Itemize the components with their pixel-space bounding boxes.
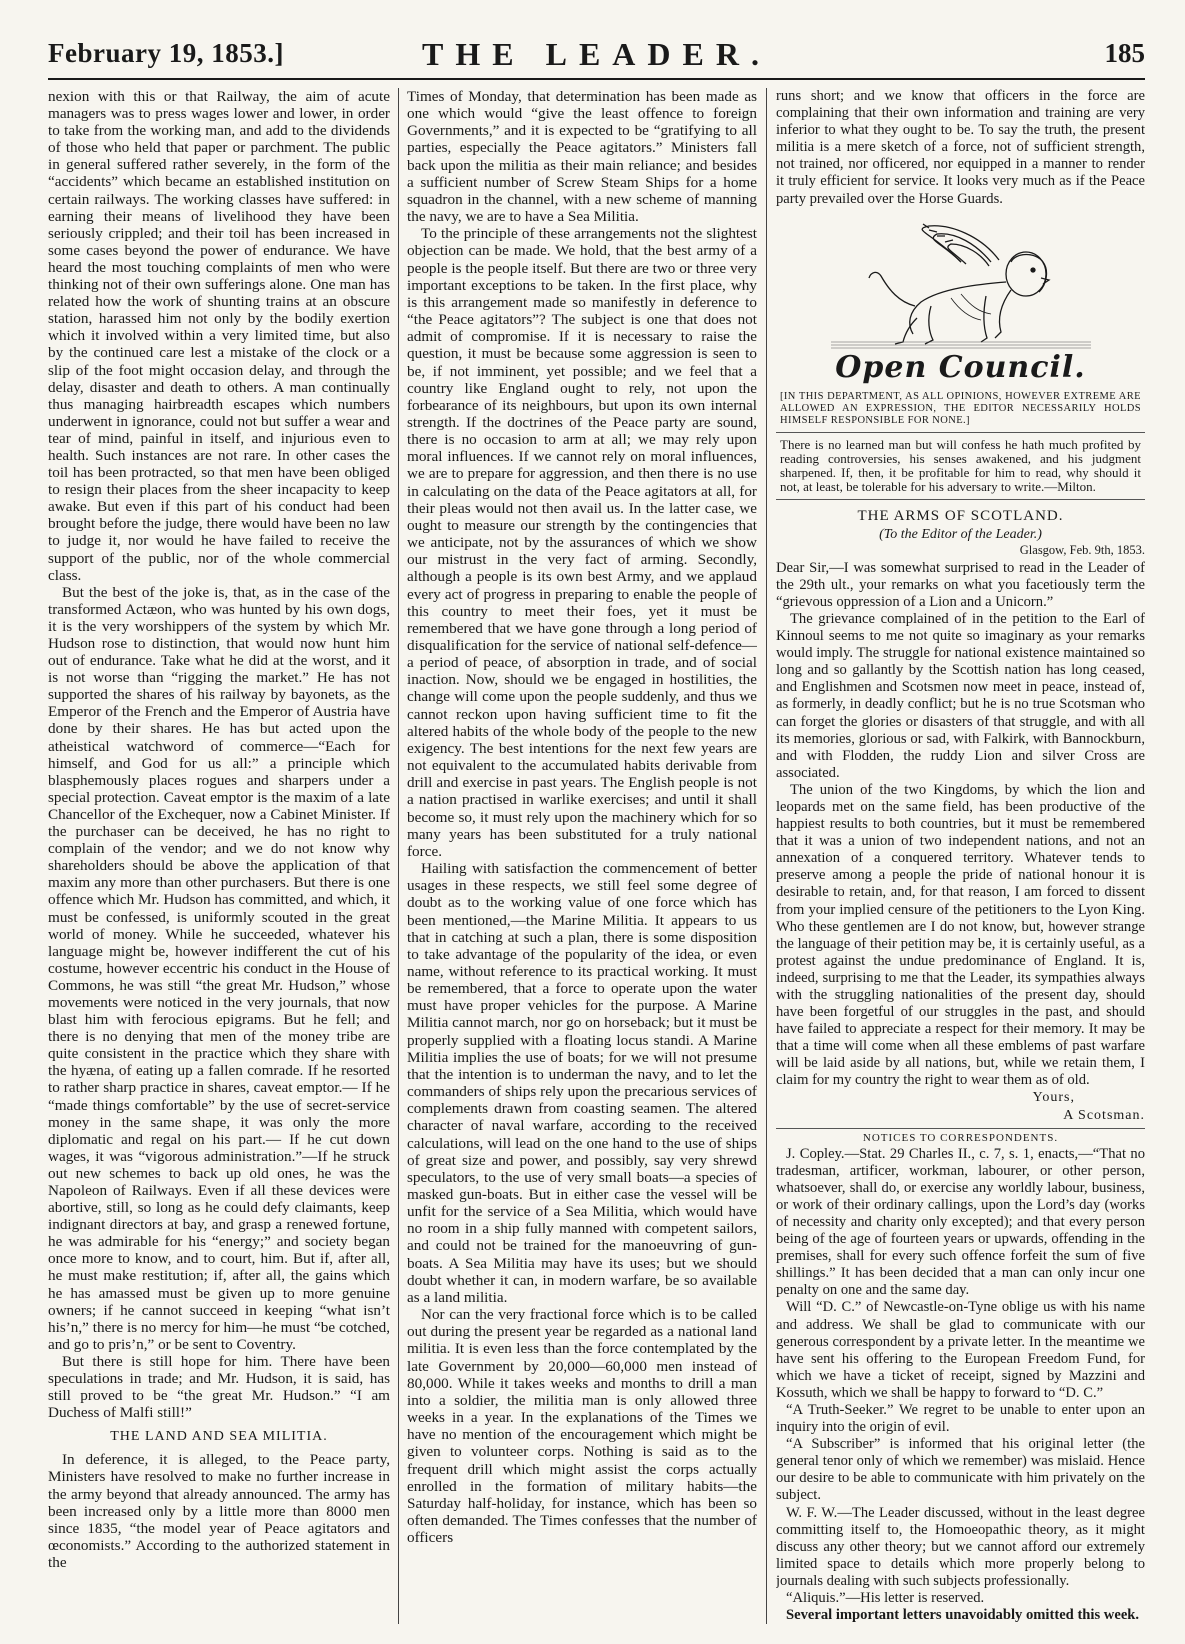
- col2-paragraph: Nor can the very fractional force which is to be called out during the present year be regarded as a national land militia. It is even less than the force contemplated by the late Government by 20,000—60,000 men instead of 80,000. While it takes weeks and months to drill a man into a soldier, the militia man is only allowed three weeks in a year. In the explanations of the Times we have no mention of the encouragement which might be given to volunteer corps. Nothing is said as to the frequent drill which might assist the corps actually enrolled in the formation of military habits—the Saturday half-holiday, for instance, which has been so often demanded. The Times confesses that the number of officers: [407, 1306, 757, 1547]
- editor-disclaimer: [IN THIS DEPARTMENT, AS ALL OPINIONS, HOWEVER EXTREME ARE ALLOWED AN EXPRESSION, THE EDITOR NECESSARILY HOLDS HIMSELF RESPONSIBLE FOR NONE.]: [776, 391, 1145, 433]
- column-rule: [766, 88, 767, 1624]
- col3-paragraph: runs short; and we know that officers in the force are complaining that their own information and training are very inferior to what they ought to be. To say the truth, the present militia is a mere sketch of a force, not of sufficient strength, not trained, nor officered, nor equipped in a manner to render it truly efficient for service. It looks very much as if the Peace party prevailed over the Horse Guards.: [776, 88, 1145, 207]
- page-header: [48, 34, 1145, 80]
- col1-paragraph: In deference, it is alleged, to the Peace party, Ministers have resolved to make no further increase in the army beyond that already announced. The army has been increased only by a little more than 8000 men since 1835, “the model year of Peace agitators and œconomists.” According to the authorized statement in the: [48, 1451, 390, 1571]
- section-title-open-council: Open Council.: [835, 349, 1086, 385]
- page-number: 185: [1104, 38, 1145, 68]
- milton-motto: There is no learned man but will confess he hath much profited by reading controversies, his senses awakened, and his judgment sharpened. If, then, it be profitable for him to read, why should it not, at least, be tolerable for his adversary to write.—Milton.: [780, 436, 1141, 494]
- col2-paragraph: Times of Monday, that determination has been made as one which would “give the least offence to foreign Governments,” and it is expected to be “gratifying to all parties, especially the Peace agitators.” Ministers fall back upon the militia as their main reliance; and besides a sufficient number of Screw Steam Ships for a home squadron in the channel, with a new scheme of manning the navy, we are to have a Sea Militia.: [407, 88, 757, 226]
- letter-signature: A Scotsman.: [1063, 1107, 1145, 1123]
- issue-date: February 19, 1853.]: [48, 38, 284, 68]
- article-dateline: Glasgow, Feb. 9th, 1853.: [1019, 542, 1145, 557]
- col1-paragraph: But there is still hope for him. There have been speculations in trade; and Mr. Hudson, it is said, has still proved to be “the great Mr. Hudson.” “I am Duchess of Malfi still!”: [48, 1352, 390, 1422]
- notice-item: “A Subscriber” is informed that his original letter (the general tenor only of which we remember) was mislaid. Hence our desire to be able to communicate with him privately on the subject.: [776, 1436, 1145, 1504]
- notice-item: “Aliquis.”—His letter is reserved.: [786, 1590, 985, 1606]
- column-rule: [398, 88, 399, 1624]
- columns: [48, 88, 1145, 1624]
- notice-item: “A Truth-Seeker.” We regret to be unable to enter upon an inquiry into the origin of evil.: [776, 1401, 1145, 1436]
- winged-lion-icon: [811, 222, 1111, 350]
- divider: [776, 1128, 1145, 1129]
- letter-paragraph: The union of the two Kingdoms, by which the lion and leopards met on the same field, has been productive of the happiest results to both countries, but it must be remembered that it was a union of two independent nations, and not an annexation of a conquered territory. Whatever tends to preserve among a people the pride of national honour it is desirable to retain, and, for that reason, I am forced to dissent from your implied censure of the petitioners to the Lyon King. Who these gentlemen are I do not know, but, however strange the language of their petition may be, it is certainly useful, as a protest against the undue predominance of England. It is, indeed, surprising to me that the Leader, its sympathies always with the struggling nationalities of the present day, should have been forgetful of our struggles in the past, and should have failed to appreciate a respect for their memory. It may be that a time will come when all these emblems of past warfare will be laid aside by all nations, but, while we retain them, I claim for my country the right to wear them as of old.: [776, 781, 1145, 1089]
- article-subtitle: (To the Editor of the Leader.): [879, 526, 1042, 542]
- column-1: [48, 88, 390, 1624]
- column-3: [776, 88, 1145, 1624]
- letter-closing: Yours,: [1032, 1089, 1075, 1105]
- article-title: THE ARMS OF SCOTLAND.: [857, 507, 1064, 524]
- col1-paragraph: But the best of the joke is, that, as in the case of the transformed Actæon, who was hunted by his own dogs, it is the very worshippers of the system by which Mr. Hudson rose to distinction, that would now hunt him out of endurance. Take what he did at the worst, and it is not worse than “rigging the market.” He has not supported the shares of his railway by bayonets, as the Emperor of the French and the Emperor of Austria have done by their shares. He has but acted upon the atheistical watchword of commerce—“Each for himself, and God for us all:” a principle which blasphemously places rogues and sharpers under a special protection. Caveat emptor is the maxim of a late Chancellor of the Exchequer, now a Cabinet Minister. If the purchaser can be deceived, he has no right to complain of the vendor; and we do not know why shareholders should be above the application of that maxim any more than other purchasers. But there is one offence which Mr. Hudson has committed, and which, it must be confessed, is uniformly scouted in the great world of money. While he succeeded, whatever his language might be, however indifferent the cut of his costume, however eccentric his conduct in the House of Commons, he was still “the great Mr. Hudson,” whose movements were noticed in the very journals, that now blast him with ferocious epigrams. But he fell; and there is no denying that men of the money tribe are quite consistent in the practice which they share with the hyæna, of eating up a fallen comrade. If he resorted to rather sharp practice in shares, caveat emptor.— If he “made things comfortable” by the use of secret-service money in the same shape, it was only the more diplomatic and regal on his part.— If he cut down wages, it was “vigorous administration.”—If he struck out new schemes to back up old ones, he was the Napoleon of Railways. Even if all these devices were abortive, still, so long as he could defy claimants, keep indignant directors at bay, and grasp a renewed fortune, he was admirable for his “energy;” and society began once more to know, and to court, him. But if, after all, he must make restitution; if, after all, the gains which he has amassed must be given up to more genuine owners; if he cannot succeed in keeping “what isn’t his’n,” there is no mercy for him—he must “be cotched, and go to pris’n,” or be sent to Coventry.: [48, 583, 390, 1353]
- notices-title: NOTICES TO CORRESPONDENTS.: [862, 1131, 1059, 1144]
- section-title-militia: THE LAND AND SEA MILITIA.: [110, 1429, 328, 1445]
- notice-item: Several important letters unavoidably omitted this week.: [786, 1607, 1140, 1624]
- column-2: [407, 88, 757, 1624]
- letter-paragraph: Dear Sir,—I was somewhat surprised to read in the Leader of the 29th ult., your remarks on what you facetiously term the “grievous oppression of a Lion and a Unicorn.”: [776, 559, 1145, 610]
- col2-paragraph: To the principle of these arrangements not the slightest objection can be made. We hold, that the best army of a people is the people itself. But there are two or three very important exceptions to be taken. In the first place, why is this arrangement made so manifestly in deference to “the Peace agitators”? The subject is one that does not admit of compromise. If it is necessary to raise the question, it must be because some aggression is seen to be, if not imminent, yet possible; and we feel that a country like England ought to rely, not upon the forbearance of its neighbours, but upon its own internal strength. If the doctrines of the Peace party are sound, there is no occasion to arm at all; we may rely upon moral influences. If we cannot rely on moral influences, we are to prepare for aggression, and then there is no use in calculating on the data of the Peace agitators at all, for their pleas would not then avail us. In the latter case, we ought to measure our strength by the contingencies that we anticipate, not by the assurances of which we show our mistrust in the very fact of arming. Secondly, although a people is its own best Army, and we applaud every act of progress in preparing to enable the people of this country to meet their foes, yet it must be remembered that we have gone through a long period of disqualification for the service of national self-defence—a period of peace, of absorption in trade, and of social inaction. Now, should we be engaged in hostilities, the change will come upon the people suddenly, and thus we cannot reckon upon having sufficient time to fit the altered habits of the whole body of the people to the new exigency. The best intentions for the next few years are not equivalent to the accumulated habits derivable from drill and exercise in past years. The English people is not a nation practised in warlike exercises; and until it shall become so, it must rely upon the machinery which for so many years has been substituted for a truly national force.: [407, 225, 757, 860]
- notice-item: J. Copley.—Stat. 29 Charles II., c. 7, s. 1, enacts,—“That no tradesman, artificer, workman, labourer, or other person, whatsoever, shall do, or exercise any worldly labour, business, or work of their ordinary callings, upon the Lord’s day (works of necessity and charity only excepted); and that every person being of the age of fourteen years or upwards, offending in the premises, shall for every such offence forfeit the sum of five shillings.” It has been decided that a man can only incur one penalty on one and the same day.: [776, 1145, 1145, 1299]
- newspaper-title: THE LEADER.: [422, 36, 771, 72]
- col2-paragraph: Hailing with satisfaction the commencement of better usages in these respects, we still feel some degree of doubt as to the working value of one force which has been mentioned,—the Marine Militia. It appears to us that in catching at such a plan, there is some disposition to take advantage of the popularity of the idea, or even name, without reference to its practical working. It must be remembered, that a force to operate upon the water must have proper vehicles for the purpose. A Marine Militia cannot march, nor go on horseback; but it must be properly supplied with a floating locus standi. A Marine Militia implies the use of boats; for we will not presume that the intention is to underman the navy, and to let the commanders of ships rely upon the precarious services of complements drawn from coasting seamen. The altered character of naval warfare, according to the received calculations, will lead on the one hand to the use of ships of great size and power, and possibly, say very shrewd speculators, to the use of very small boats—a species of masked gun-boats. But in either case the vessel will be unfit for the service of a Sea Militia, which would have no room in a ship fully manned with competent sailors, and could not be trained for the manoeuvring of gun-boats. A Sea Militia may have its uses; but we should doubt whether it can, in modern warfare, be so available as a land militia.: [407, 860, 757, 1306]
- letter-paragraph: The grievance complained of in the petition to the Earl of Kinnoul seems to me not quite so imaginary as your remarks would imply. The struggle for national existence maintained so long and so gallantly by the Scottish nation has long ceased, and Englishmen and Scotsmen now meet in peace, instead of, as formerly, in deadly conflict; but he is no true Scotsman who can forget the glories or disasters of that struggle, and with all its memories, glorious or sad, with Falkirk, with Bannockburn, and with Flodden, the ruddy Lion and silver Cross are associated.: [776, 610, 1145, 781]
- notice-item: Will “D. C.” of Newcastle-on-Tyne oblige us with his name and address. We shall be glad to communicate with our generous correspondent by a private letter. In the meantime we have sent his offering to the European Freedom Fund, for which we have a ticket of receipt, signed by Mazzini and Kossuth, which we shall be happy to forward to “D. C.”: [776, 1299, 1145, 1401]
- col1-paragraph: nexion with this or that Railway, the aim of acute managers was to press wages lower and lower, in order to take from the working man, and add to the dividends of those who held that paper or parchment. The public in general suffered rather severely, in the form of the “accidents” which became an established institution on certain railways. The working classes have suffered: in earning their means of livelihood they have been seriously crippled; and their toil has been increased in some cases beyond the power of endurance. We have heard the most touching complaints of men who were thinking not of their own sufferings alone. One man has related how the work of shunting trains at an obscure station, harassed him not only by the bodily exertion which it involved within a very limited time, but also by the continued care lest a mistake of the clock or a slip of the foot might occasion delay, and through the delay, disaster and death to others. A man continually thus managing hairbreadth escapes which numbers underwent in ignorance, could not but suffer a wear and tear of mind, painful in itself, and injurious even to health. Such instances are not rare. In other cases the toil has been protracted, so that men have been obliged to resign their places from the sheer incapacity to keep awake. But even if this part of his conduct had been brought before the judge, there would have been no law to judge it, nor would he have failed to receive the support of the public, nor of the whole commercial class.: [48, 88, 390, 584]
- divider: [776, 499, 1145, 500]
- notice-item: W. F. W.—The Leader discussed, without in the least degree committing itself to, the Homoeopathic theory, as it might discuss any other theory; but we cannot afford our extremely limited space to details which more properly belong to journals dealing with such subjects professionally.: [776, 1504, 1145, 1589]
